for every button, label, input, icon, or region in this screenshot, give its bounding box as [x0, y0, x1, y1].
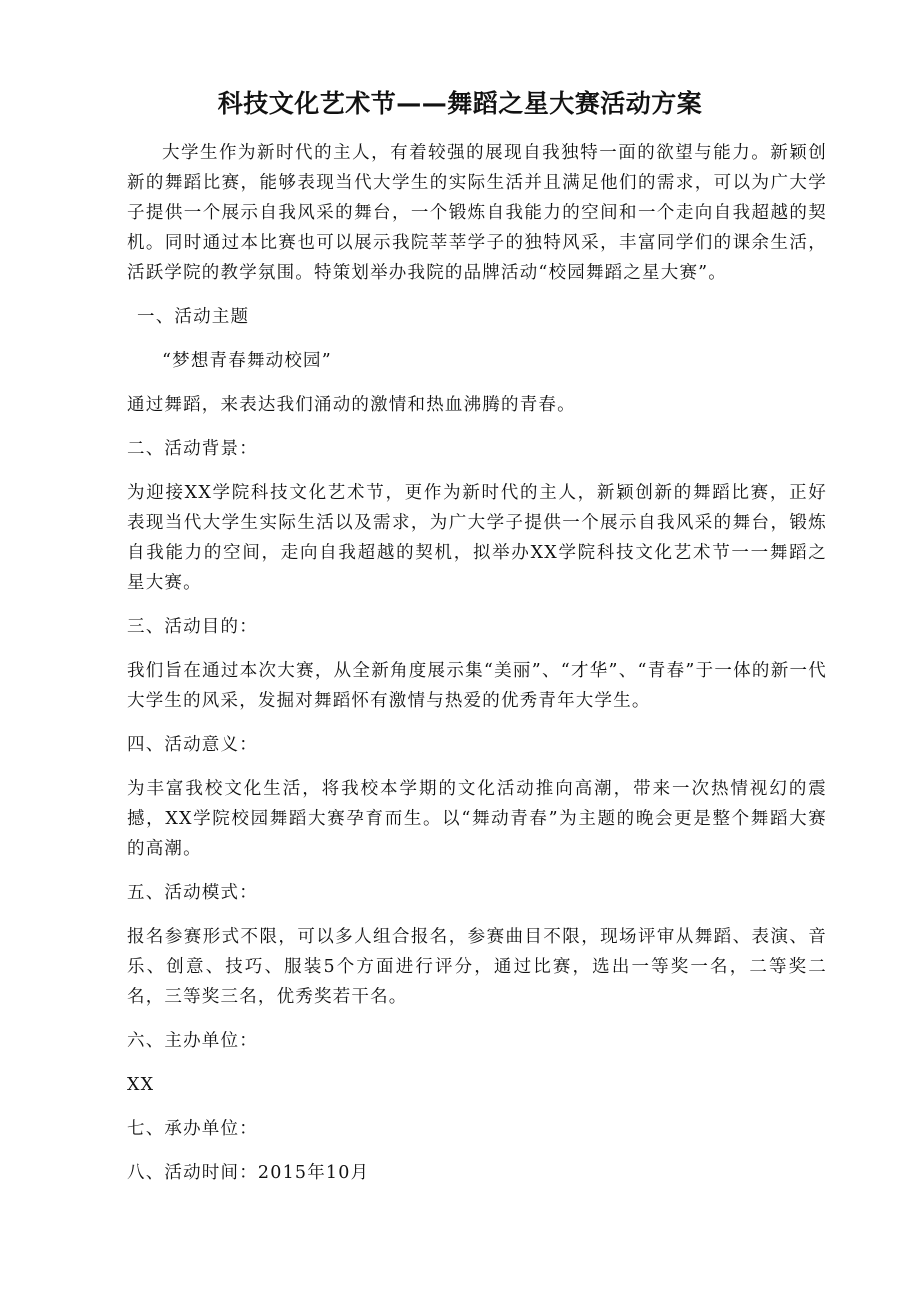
section-heading-background: 二、活动背景：: [127, 439, 258, 459]
section-text-theme: 通过舞蹈，来表达我们涌动的激情和热血沸腾的青春。: [127, 395, 576, 415]
section-heading-format: 五、活动模式：: [127, 883, 258, 903]
document-title: 科技文化艺术节——舞蹈之星大赛活动方案: [217, 89, 703, 118]
document-body: [127, 138, 827, 1202]
section-heading-host: 七、承办单位：: [127, 1119, 258, 1139]
section-text-organizer: XX: [127, 1075, 155, 1095]
section-text-background: 为迎接XX学院科技文化艺术节，更作为新时代的主人，新颖创新的舞蹈比赛，正好表现当代大学生实际生活以及需求，为广大学子提供一个展示自我风采的舞台，锻炼自我能力的空间，走向自我超越的契机，拟举办XX学院科技文化艺术节一一舞蹈之星大赛。: [127, 483, 827, 593]
section-heading-theme: 一、活动主题: [137, 307, 250, 327]
theme-quote: “梦想青春舞动校园”: [162, 351, 332, 371]
section-text-purpose: 我们旨在通过本次大赛，从全新角度展示集“美丽”、“才华”、“青春”于一体的新一代大学生的风采，发掘对舞蹈怀有激情与热爱的优秀青年大学生。: [127, 661, 827, 711]
section-heading-time: 八、活动时间：2015年10月: [127, 1163, 370, 1183]
section-heading-purpose: 三、活动目的：: [127, 617, 258, 637]
intro-paragraph: 大学生作为新时代的主人，有着较强的展现自我独特一面的欲望与能力。新颖创新的舞蹈比赛，能够表现当代大学生的实际生活并且满足他们的需求，可以为广大学子提供一个展示自我风采的舞台，一个锻炼自我能力的空间和一个走向自我超越的契机。同时通过本比赛也可以展示我院莘莘学子的独特风采，丰富同学们的课余生活，活跃学院的教学氛围。特策划举办我院的品牌活动“校园舞蹈之星大赛”。: [127, 143, 827, 283]
section-heading-organizer: 六、主办单位：: [127, 1031, 258, 1051]
section-text-significance: 为丰富我校文化生活，将我校本学期的文化活动推向高潮，带来一次热情视幻的震撼，XX学院校园舞蹈大赛孕育而生。以“舞动青春”为主题的晚会更是整个舞蹈大赛的高潮。: [127, 779, 827, 859]
section-heading-significance: 四、活动意义：: [127, 735, 258, 755]
section-text-format: 报名参赛形式不限，可以多人组合报名，参赛曲目不限，现场评审从舞蹈、表演、音乐、创意、技巧、服装5个方面进行评分，通过比赛，选出一等奖一名，二等奖二名，三等奖三名，优秀奖若干名。: [127, 927, 827, 1007]
